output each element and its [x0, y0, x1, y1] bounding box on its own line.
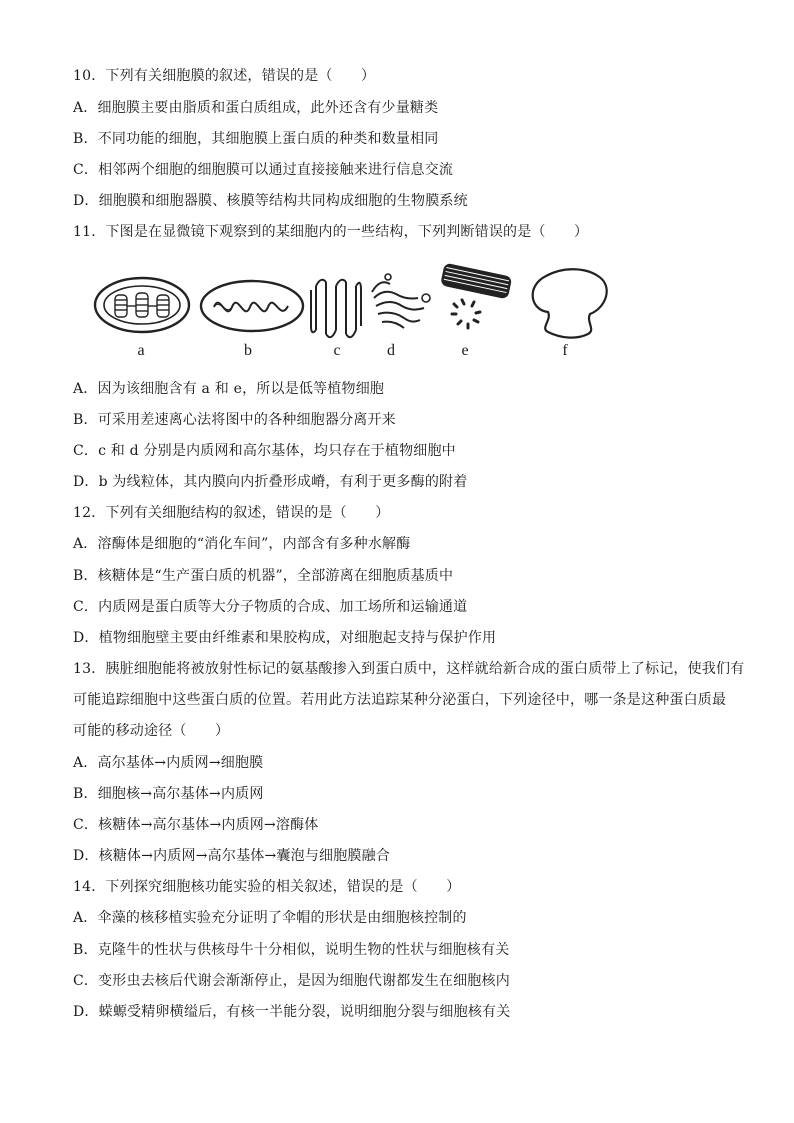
- q10-stem: 10．下列有关细胞膜的叙述，错误的是（ ）: [73, 68, 376, 84]
- figure-label-c: c: [333, 342, 341, 359]
- q13-option-d: D．核糖体→内质网→高尔基体→囊泡与细胞膜融合: [73, 848, 391, 864]
- q11-option-a: A．因为该细胞含有 a 和 e，所以是低等植物细胞: [73, 381, 385, 397]
- centriole-diagram: [441, 263, 512, 328]
- q13-stem-line-1: 13．胰脏细胞能将被放射性标记的氨基酸掺入到蛋白质中，这样就给新合成的蛋白质带上了标记，使我们有: [73, 661, 745, 677]
- q13-stem-line-3: 可能的移动途径（ ）: [73, 723, 230, 739]
- chloroplast-diagram: [95, 278, 189, 332]
- q12-stem: 12．下列有关细胞结构的叙述，错误的是（ ）: [73, 505, 390, 521]
- q11-option-d: D．b 为线粒体，其内膜向内折叠形成嵴，有利于更多酶的附着: [73, 474, 468, 490]
- q11-option-b: B．可采用差速离心法将图中的各种细胞器分离开来: [73, 412, 396, 428]
- q12-option-a: A．溶酶体是细胞的“消化车间”，内部含有多种水解酶: [73, 536, 411, 552]
- q10-option-c: C．相邻两个细胞的细胞膜可以通过直接接触来进行信息交流: [73, 162, 454, 178]
- q10-option-d: D．细胞膜和细胞器膜、核膜等结构共同构成细胞的生物膜系统: [73, 193, 468, 209]
- q14-option-c: C．变形虫去核后代谢会渐渐停止，是因为细胞代谢都发生在细胞核内: [73, 973, 510, 989]
- figure-label-b: b: [244, 342, 252, 359]
- golgi-diagram: [372, 274, 430, 328]
- endoplasmic-reticulum-diagram: [311, 280, 361, 337]
- q12-option-d: D．植物细胞壁主要由纤维素和果胶构成，对细胞起支持与保护作用: [73, 630, 497, 646]
- figure-label-a: a: [137, 342, 145, 359]
- q10-option-b: B．不同功能的细胞，其细胞膜上蛋白质的种类和数量相同: [73, 131, 439, 147]
- q13-option-b: B．细胞核→高尔基体→内质网: [73, 786, 264, 802]
- q10-option-a: A．细胞膜主要由脂质和蛋白质组成，此外还含有少量糖类: [73, 100, 439, 116]
- vesicle-diagram: [533, 269, 607, 337]
- q11-option-c: C．c 和 d 分别是内质网和高尔基体，均只存在于植物细胞中: [73, 443, 456, 459]
- q14-option-b: B．克隆牛的性状与供核母牛十分相似，说明生物的性状与细胞核有关: [73, 942, 510, 958]
- q13-option-a: A．高尔基体→内质网→细胞膜: [73, 755, 264, 771]
- q14-option-d: D．蝾螈受精卵横缢后，有核一半能分裂，说明细胞分裂与细胞核有关: [73, 1004, 511, 1020]
- figure-label-d: d: [387, 342, 395, 359]
- q13-option-c: C．核糖体→高尔基体→内质网→溶酶体: [73, 817, 319, 833]
- mitochondrion-diagram: [201, 281, 303, 331]
- q14-stem: 14．下列探究细胞核功能实验的相关叙述，错误的是（ ）: [73, 879, 461, 895]
- q13-stem-line-2: 可能追踪细胞中这些蛋白质的位置。若用此方法追踪某种分泌蛋白，下列途径中，哪一条是这种蛋白质最: [73, 692, 727, 708]
- organelle-figure: [90, 262, 620, 370]
- figure-label-e: e: [461, 342, 469, 359]
- q11-stem: 11．下图是在显微镜下观察到的某细胞内的一些结构，下列判断错误的是（ ）: [73, 224, 589, 240]
- q12-option-c: C．内质网是蛋白质等大分子物质的合成、加工场所和运输通道: [73, 599, 468, 615]
- q12-option-b: B．核糖体是“生产蛋白质的机器”，全部游离在细胞质基质中: [73, 568, 454, 584]
- figure-label-f: f: [562, 342, 568, 359]
- q14-option-a: A．伞藻的核移植实验充分证明了伞帽的形状是由细胞核控制的: [73, 910, 467, 926]
